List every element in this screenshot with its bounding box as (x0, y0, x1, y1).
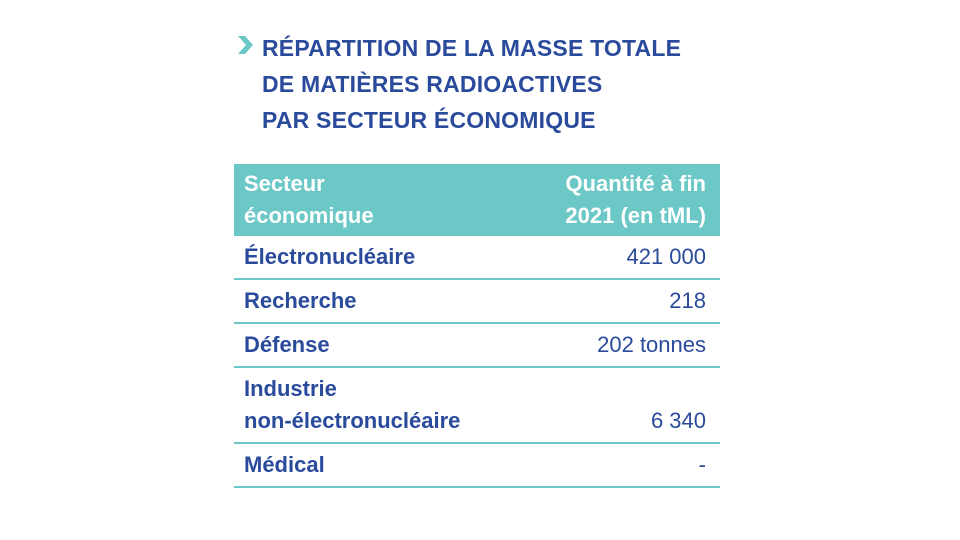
row-label: Médical (244, 452, 325, 477)
title-line-1: RÉPARTITION DE LA MASSE TOTALE (262, 35, 682, 61)
header-quantity-line-1: Quantité à fin (565, 171, 706, 196)
title-line-3: PAR SECTEUR ÉCONOMIQUE (262, 107, 596, 133)
row-label: Défense (244, 332, 330, 357)
header-sector-line-2: économique (244, 203, 374, 228)
title-line-2: DE MATIÈRES RADIOACTIVES (262, 71, 603, 97)
chevron-right-icon (236, 34, 254, 56)
row-value: - (698, 452, 706, 477)
table-row (234, 280, 720, 324)
row-value: 6 340 (650, 408, 706, 433)
row-value: 218 (669, 288, 706, 313)
row-label (244, 373, 460, 437)
distribution-table (234, 164, 720, 488)
table-row (234, 324, 720, 368)
header-quantity-line-2: 2021 (en tML) (565, 203, 706, 228)
table-header (234, 164, 720, 236)
header-sector-line-1: Secteur (244, 171, 325, 196)
row-value: 421 000 (626, 244, 706, 269)
table-row (234, 236, 720, 280)
header-quantity (565, 168, 706, 232)
header-sector (244, 168, 374, 232)
row-value: 202 tonnes (597, 332, 706, 357)
row-label-line-2: non-électronucléaire (244, 408, 461, 433)
title-block (236, 30, 716, 138)
page-title (236, 30, 716, 138)
row-label-line-1: Industrie (244, 376, 337, 401)
table-row (234, 368, 720, 444)
row-label: Recherche (244, 288, 357, 313)
row-label: Électronucléaire (244, 244, 416, 269)
table-row (234, 444, 720, 488)
